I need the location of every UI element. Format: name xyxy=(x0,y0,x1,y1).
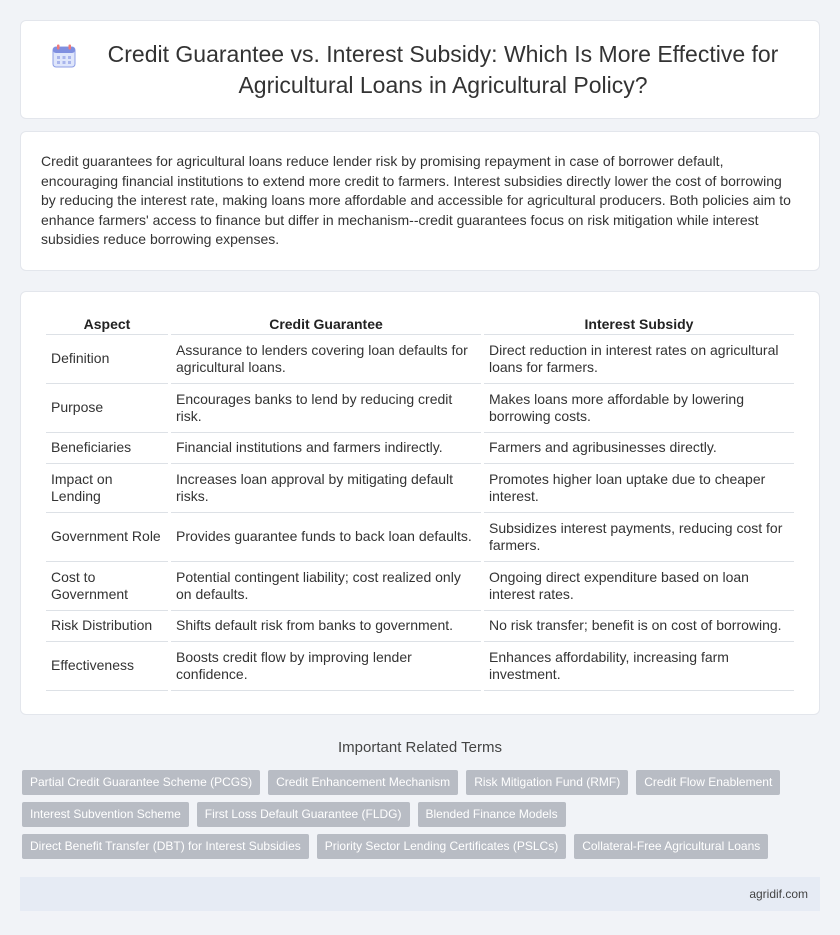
row-interest-subsidy: Enhances affordability, increasing farm investment. xyxy=(484,642,794,691)
header-card xyxy=(20,20,820,119)
intro-card xyxy=(20,131,820,271)
row-interest-subsidy: Promotes higher loan uptake due to cheaper interest. xyxy=(484,464,794,513)
row-credit-guarantee: Increases loan approval by mitigating default risks. xyxy=(171,464,481,513)
table-row xyxy=(46,562,794,611)
table-row xyxy=(46,335,794,384)
footer-site-link[interactable]: agridif.com xyxy=(749,887,808,901)
table-row xyxy=(46,433,794,464)
related-term-tag[interactable]: Credit Flow Enablement xyxy=(636,770,780,795)
calendar-icon xyxy=(51,43,77,69)
row-aspect: Risk Distribution xyxy=(46,611,168,642)
row-credit-guarantee: Encourages banks to lend by reducing credit risk. xyxy=(171,384,481,433)
related-term-tag[interactable]: Risk Mitigation Fund (RMF) xyxy=(466,770,628,795)
row-aspect: Definition xyxy=(46,335,168,384)
header-aspect: Aspect xyxy=(46,310,168,335)
table-row xyxy=(46,611,794,642)
row-aspect: Government Role xyxy=(46,513,168,562)
row-credit-guarantee: Financial institutions and farmers indirectly. xyxy=(171,433,481,464)
row-interest-subsidy: Direct reduction in interest rates on agricultural loans for farmers. xyxy=(484,335,794,384)
row-interest-subsidy: No risk transfer; benefit is on cost of borrowing. xyxy=(484,611,794,642)
row-credit-guarantee: Assurance to lenders covering loan defaults for agricultural loans. xyxy=(171,335,481,384)
row-credit-guarantee: Provides guarantee funds to back loan defaults. xyxy=(171,513,481,562)
related-terms-title: Important Related Terms xyxy=(338,739,502,756)
row-aspect: Effectiveness xyxy=(46,642,168,691)
row-aspect: Beneficiaries xyxy=(46,433,168,464)
comparison-table-card xyxy=(20,291,820,715)
row-interest-subsidy: Ongoing direct expenditure based on loan interest rates. xyxy=(484,562,794,611)
related-term-tag[interactable]: Blended Finance Models xyxy=(418,802,566,827)
related-terms-list xyxy=(22,770,820,866)
row-aspect: Cost to Government xyxy=(46,562,168,611)
row-interest-subsidy: Subsidizes interest payments, reducing cost for farmers. xyxy=(484,513,794,562)
related-term-tag[interactable]: Interest Subvention Scheme xyxy=(22,802,189,827)
table-row xyxy=(46,384,794,433)
title-wrap xyxy=(51,39,789,101)
related-term-tag[interactable]: Direct Benefit Transfer (DBT) for Interest Subsidies xyxy=(22,834,309,859)
header-credit-guarantee: Credit Guarantee xyxy=(171,310,481,335)
row-credit-guarantee: Boosts credit flow by improving lender confidence. xyxy=(171,642,481,691)
table-header-row xyxy=(46,310,794,335)
row-credit-guarantee: Shifts default risk from banks to government. xyxy=(171,611,481,642)
related-term-tag[interactable]: Partial Credit Guarantee Scheme (PCGS) xyxy=(22,770,260,795)
row-credit-guarantee: Potential contingent liability; cost realized only on defaults. xyxy=(171,562,481,611)
related-term-tag[interactable]: Credit Enhancement Mechanism xyxy=(268,770,458,795)
row-aspect: Impact on Lending xyxy=(46,464,168,513)
intro-paragraph: Credit guarantees for agricultural loans reduce lender risk by promising repayment in case of borrower default, encouraging financial institutions to extend more credit to farmers. Interest subsidies directly lower the cost of borrowing by reducing the interest rate, making loans more affordable and accessible for agricultural producers. Both policies aim to enhance farmers' access to finance but differ in mechanism--credit guarantees focus on risk mitigation while interest subsidies reduce borrowing expenses. xyxy=(41,153,791,247)
related-term-tag[interactable]: Collateral-Free Agricultural Loans xyxy=(574,834,768,859)
page-title: Credit Guarantee vs. Interest Subsidy: Which Is More Effective for Agricultural Loans in Agricultural Policy? xyxy=(107,40,779,98)
header-interest-subsidy: Interest Subsidy xyxy=(484,310,794,335)
comparison-table xyxy=(43,310,797,691)
table-row xyxy=(46,642,794,691)
row-aspect: Purpose xyxy=(46,384,168,433)
related-term-tag[interactable]: Priority Sector Lending Certificates (PSLCs) xyxy=(317,834,566,859)
footer xyxy=(20,877,820,911)
row-interest-subsidy: Farmers and agribusinesses directly. xyxy=(484,433,794,464)
related-term-tag[interactable]: First Loss Default Guarantee (FLDG) xyxy=(197,802,410,827)
row-interest-subsidy: Makes loans more affordable by lowering borrowing costs. xyxy=(484,384,794,433)
table-row xyxy=(46,513,794,562)
table-row xyxy=(46,464,794,513)
